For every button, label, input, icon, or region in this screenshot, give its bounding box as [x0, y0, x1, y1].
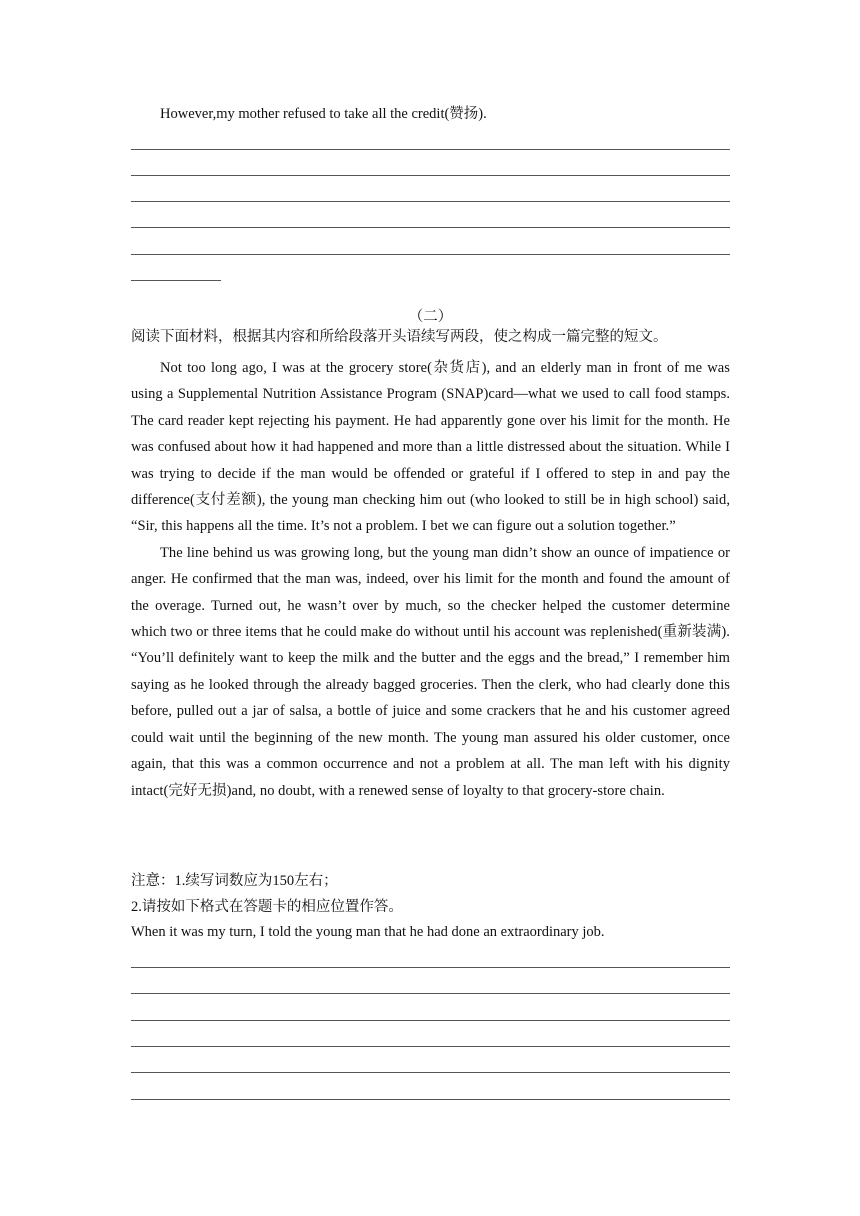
- passage-paragraph: The line behind us was growing long, but the young man didn’t show an ounce of impatience or anger. He confirmed that the man was, indeed, over his limit for the month and found the amount of the overage. Turned out, he wasn’t over by much, so the checker helped the customer determine which two or three items that he could make do without until his account was replenished(重新装满). “You’ll definitely want to keep the milk and the butter and the eggs and the bread,” I remember him saying as he looked through the already bagged groceries. Then the clerk, who had clearly done this before, pulled out a jar of salsa, a bottle of juice and some crackers that he and his customer agreed could wait until the beginning of the new month. The young man assured his older customer, once again, that this was a common occurrence and not a problem at all. The man left with his dignity intact(完好无损)and, no doubt, with a renewed sense of loyalty to that grocery-store chain.: [131, 544, 730, 799]
- section-title: （二）: [408, 309, 453, 325]
- answer-line: [131, 1046, 730, 1047]
- answer-line: [131, 227, 730, 228]
- answer-line: [131, 967, 730, 968]
- answer-line: [131, 1072, 730, 1073]
- answer-line: [131, 1020, 730, 1021]
- instruction-text: 阅读下面材料，根据其内容和所给段落开头语续写两段，使之构成一篇完整的短文。: [131, 329, 668, 345]
- answer-line: [131, 201, 730, 202]
- part1-prompt-block: [131, 104, 730, 124]
- answer-line: [131, 175, 730, 176]
- answer-line: [131, 149, 730, 150]
- note-line: 2.请按如下格式在答题卡的相应位置作答。: [131, 898, 403, 915]
- answer-line: [131, 254, 730, 255]
- answer-line: [131, 1099, 730, 1100]
- reading-passage: [131, 355, 730, 804]
- passage-paragraph: Not too long ago, I was at the grocery store(杂货店), and an elderly man in front of me was using a Supplemental Nutrition Assistance Program (SNAP)card—what we used to call food stamps. The card reader kept rejecting his payment. He had apparently gone over his limit for the month. He was confused about how it had happened and more than a little distressed about the situation. While I was trying to decide if the man would be offended or grateful if I offered to step in and pay the difference(支付差额), the young man checking him out (who looked to still be in high school) said, “Sir, this happens all the time. It’s not a problem. I bet we can figure out a solution together.”: [131, 360, 730, 535]
- answer-line: [131, 280, 221, 281]
- answer-line: [131, 993, 730, 994]
- part1-prompt: However,my mother refused to take all the credit(赞扬).: [160, 106, 487, 122]
- notes-block: [131, 869, 730, 946]
- note-line: 注意：1.续写词数应为150左右；: [131, 873, 338, 889]
- part2-prompt: When it was my turn, I told the young man that he had done an extraordinary job.: [131, 924, 605, 940]
